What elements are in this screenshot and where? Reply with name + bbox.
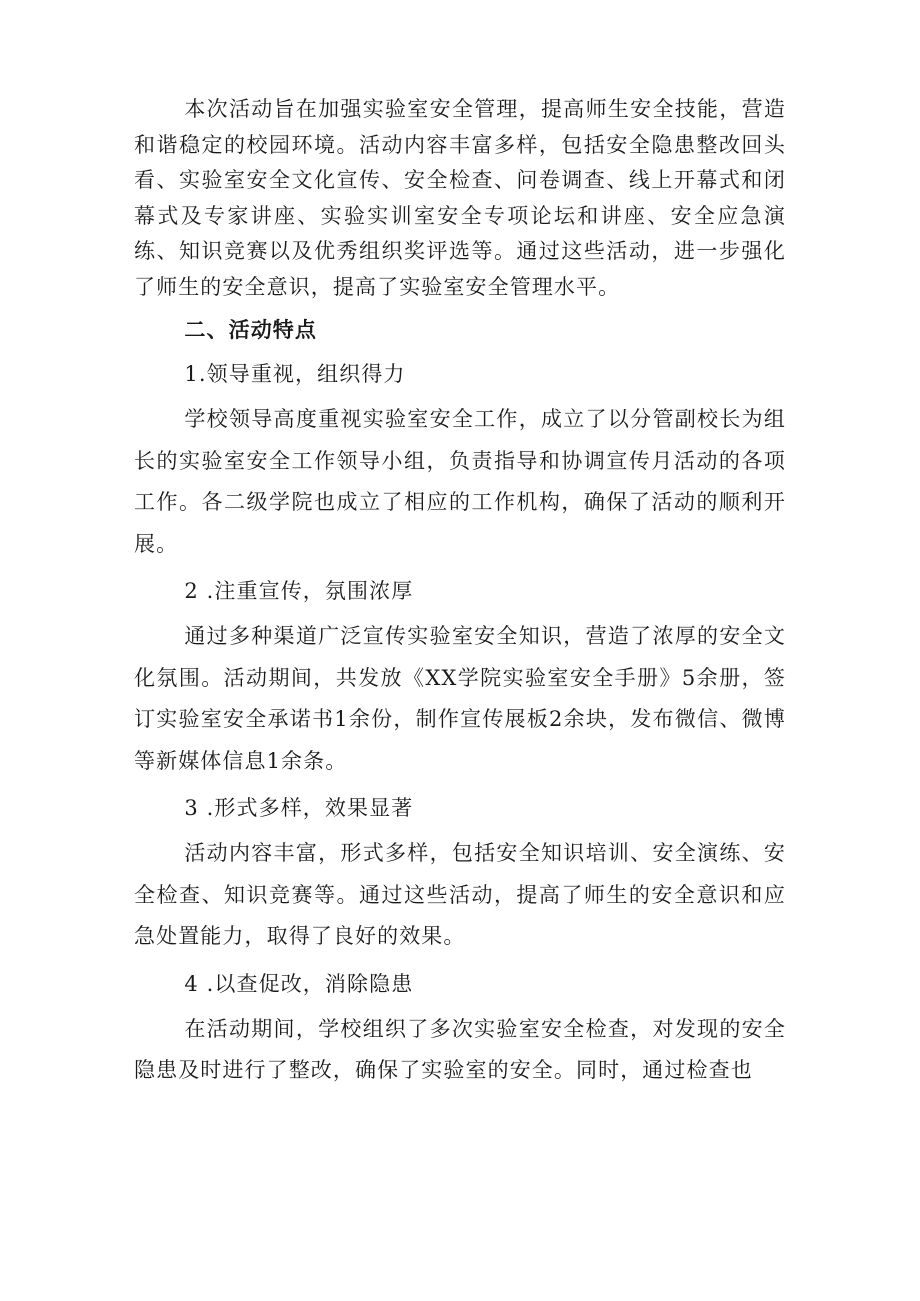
item-3-heading: 3 .形式多样，效果显著 <box>184 796 414 820</box>
item-3-body: 活动内容丰富，形式多样，包括安全知识培训、安全演练、安全检查、知识竞赛等。通过这些活动，提高了师生的安全意识和应急处置能力，取得了良好的效果。 <box>134 841 786 948</box>
item-1-heading: 1.领导重视，组织得力 <box>184 362 406 386</box>
item-2-heading: 2 .注重宣传，氛围浓厚 <box>184 579 414 603</box>
document-page <box>134 92 786 1092</box>
item-1-body: 学校领导高度重视实验室安全工作，成立了以分管副校长为组长的实验室安全工作领导小组，负责指导和协调宣传月活动的各项工作。各二级学院也成立了相应的工作机构，确保了活动的顺利开展。 <box>134 407 786 556</box>
section-two-heading: 二、活动特点 <box>184 318 317 342</box>
item-4-heading: 4 .以查促改，消除隐患 <box>184 971 414 996</box>
item-4-body: 在活动期间，学校组织了多次实验室安全检查，对发现的安全隐患及时进行了整改，确保了实验室的安全。同时，通过检查也 <box>134 1016 786 1082</box>
intro-paragraph: 本次活动旨在加强实验室安全管理，提高师生安全技能，营造和谐稳定的校园环境。活动内容丰富多样，包括安全隐患整改回头看、实验室安全文化宣传、安全检查、问卷调查、线上开幕式和闭幕式及专家讲座、实验实训室安全专项论坛和讲座、安全应急演练、知识竞赛以及优秀组织奖评选等。通过这些活动，进一步强化了师生的安全意识，提高了实验室安全管理水平。 <box>134 97 786 299</box>
item-2-body: 通过多种渠道广泛宣传实验室安全知识，营造了浓厚的安全文化氛围。活动期间，共发放《XX学院实验室安全手册》5余册，签订实验室安全承诺书1余份，制作宣传展板2余块，发布微信、微博等新媒体信息1余条。 <box>134 624 786 773</box>
